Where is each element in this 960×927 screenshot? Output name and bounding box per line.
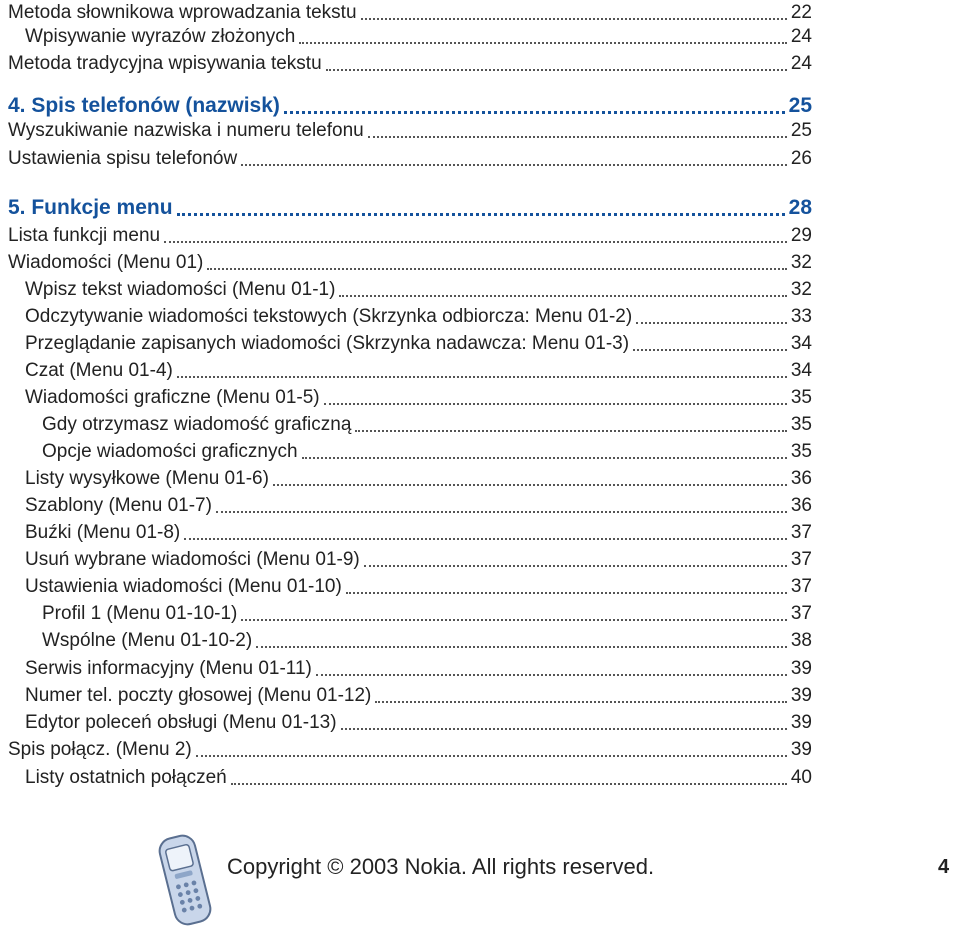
toc-entry	[25, 385, 812, 411]
toc-page-number: 37	[790, 522, 812, 543]
toc-page-number: 26	[790, 148, 812, 169]
dot-leader	[341, 728, 787, 730]
toc-entry-title: Numer tel. poczty głosowej (Menu 01-12)	[25, 685, 372, 706]
toc-page-number: 24	[790, 26, 812, 47]
copyright-notice: Copyright © 2003 Nokia. All rights reserved.	[227, 854, 655, 879]
dot-leader	[636, 322, 787, 324]
toc-entry-title: Buźki (Menu 01-8)	[25, 522, 181, 543]
toc-entry	[25, 520, 812, 546]
toc-entry-title: Ustawienia spisu telefonów	[8, 148, 238, 169]
toc-entry	[25, 765, 812, 791]
toc-page-number: 37	[790, 576, 812, 597]
toc-entry-title: Odczytywanie wiadomości tekstowych (Skrzynka odbiorcza: Menu 01-2)	[25, 306, 633, 327]
toc-entry	[25, 547, 812, 573]
toc-page-number: 35	[790, 414, 812, 435]
toc-entry	[8, 250, 812, 276]
dot-leader	[375, 701, 786, 703]
toc-entry-title: Gdy otrzymasz wiadomość graficzną	[42, 414, 352, 435]
toc-entry-title: Metoda słownikowa wprowadzania tekstu	[8, 2, 357, 23]
dot-leader	[324, 403, 787, 405]
toc-entry	[42, 601, 812, 627]
toc-page-number: 37	[790, 549, 812, 570]
dot-leader	[302, 457, 787, 459]
toc-entry-title: Szablony (Menu 01-7)	[25, 495, 212, 516]
dot-leader	[316, 674, 787, 676]
toc-entry-title: Wyszukiwanie nazwiska i numeru telefonu	[8, 120, 364, 141]
toc-entry-title: Wiadomości (Menu 01)	[8, 252, 204, 273]
toc-entry	[25, 331, 812, 357]
toc-entry-title: Lista funkcji menu	[8, 225, 161, 246]
toc-page-number: 34	[790, 360, 812, 381]
toc-page-number: 38	[790, 630, 812, 651]
toc-page-number: 28	[788, 196, 812, 219]
toc-entry	[25, 24, 812, 50]
toc-entry-title: Metoda tradycyjna wpisywania tekstu	[8, 53, 322, 74]
toc-entry-title: Przeglądanie zapisanych wiadomości (Skrzynka nadawcza: Menu 01-3)	[25, 333, 630, 354]
toc-page-number: 36	[790, 495, 812, 516]
toc-entry	[25, 656, 812, 682]
dot-leader	[284, 111, 785, 114]
toc-entry	[25, 277, 812, 303]
toc-page-number: 35	[790, 387, 812, 408]
toc-page-number: 22	[790, 2, 812, 23]
toc-entry-title: Wpisz tekst wiadomości (Menu 01-1)	[25, 279, 336, 300]
toc-entry	[25, 466, 812, 492]
toc-entry	[25, 493, 812, 519]
dot-leader	[273, 484, 787, 486]
toc-entry-title: Listy wysyłkowe (Menu 01-6)	[25, 468, 269, 489]
toc-page-number: 39	[790, 712, 812, 733]
toc-page-number: 32	[790, 279, 812, 300]
toc-entry	[25, 683, 812, 709]
dot-leader	[368, 136, 787, 138]
toc-page-number: 39	[790, 739, 812, 760]
toc-page-number: 34	[790, 333, 812, 354]
toc-entry-title: Usuń wybrane wiadomości (Menu 01-9)	[25, 549, 360, 570]
toc-page-number: 35	[790, 441, 812, 462]
dot-leader	[164, 241, 787, 243]
toc-page-number: 29	[790, 225, 812, 246]
toc-page-number: 37	[790, 603, 812, 624]
toc-page-number: 32	[790, 252, 812, 273]
toc-page-number: 39	[790, 658, 812, 679]
toc-entry-title: Listy ostatnich połączeń	[25, 767, 227, 788]
toc-page-number: 40	[790, 767, 812, 788]
toc-page-number: 36	[790, 468, 812, 489]
toc-entry	[8, 118, 812, 144]
toc-chapter-heading	[8, 195, 812, 221]
toc-entry-title: Czat (Menu 01-4)	[25, 360, 173, 381]
dot-leader	[207, 268, 787, 270]
toc-entry	[8, 0, 812, 26]
toc-entry	[8, 146, 812, 172]
toc-entry-title: Serwis informacyjny (Menu 01-11)	[25, 658, 312, 679]
toc-entry-title: Wiadomości graficzne (Menu 01-5)	[25, 387, 320, 408]
toc-entry-title: Edytor poleceń obsługi (Menu 01-13)	[25, 712, 337, 733]
toc-entry	[42, 412, 812, 438]
toc-entry-title: Opcje wiadomości graficznych	[42, 441, 298, 462]
toc-entry-title: Wpisywanie wyrazów złożonych	[25, 26, 296, 47]
toc-entry-title: 5. Funkcje menu	[8, 196, 173, 219]
dot-leader	[177, 213, 785, 216]
dot-leader	[241, 164, 787, 166]
toc-chapter-heading	[8, 93, 812, 119]
dot-leader	[364, 565, 787, 567]
toc-page-number: 24	[790, 53, 812, 74]
toc-entry	[8, 223, 812, 249]
toc-entry	[8, 51, 812, 77]
toc-entry-title: Profil 1 (Menu 01-10-1)	[42, 603, 238, 624]
dot-leader	[231, 783, 787, 785]
dot-leader	[196, 755, 787, 757]
page-number: 4	[938, 856, 950, 878]
dot-leader	[326, 69, 787, 71]
toc-entry	[25, 304, 812, 330]
dot-leader	[633, 349, 787, 351]
toc-page-number: 39	[790, 685, 812, 706]
toc-page-number: 25	[788, 94, 812, 117]
toc-page-number: 25	[790, 120, 812, 141]
dot-leader	[355, 430, 786, 432]
dot-leader	[361, 18, 787, 20]
toc-entry	[25, 710, 812, 736]
toc-entry	[25, 358, 812, 384]
mobile-phone-icon	[150, 832, 220, 927]
toc-entry-title: Ustawienia wiadomości (Menu 01-10)	[25, 576, 342, 597]
toc-entry-title: Wspólne (Menu 01-10-2)	[42, 630, 253, 651]
toc-entry	[8, 737, 812, 763]
dot-leader	[339, 295, 786, 297]
toc-entry	[42, 628, 812, 654]
toc-entry-title: Spis połącz. (Menu 2)	[8, 739, 192, 760]
dot-leader	[177, 376, 787, 378]
dot-leader	[216, 511, 787, 513]
dot-leader	[256, 646, 787, 648]
dot-leader	[184, 538, 787, 540]
toc-page-number: 33	[790, 306, 812, 327]
toc-entry	[42, 439, 812, 465]
dot-leader	[299, 42, 787, 44]
toc-entry	[25, 574, 812, 600]
toc-entry-title: 4. Spis telefonów (nazwisk)	[8, 94, 280, 117]
dot-leader	[346, 592, 787, 594]
dot-leader	[241, 619, 786, 621]
page-footer	[0, 832, 960, 927]
